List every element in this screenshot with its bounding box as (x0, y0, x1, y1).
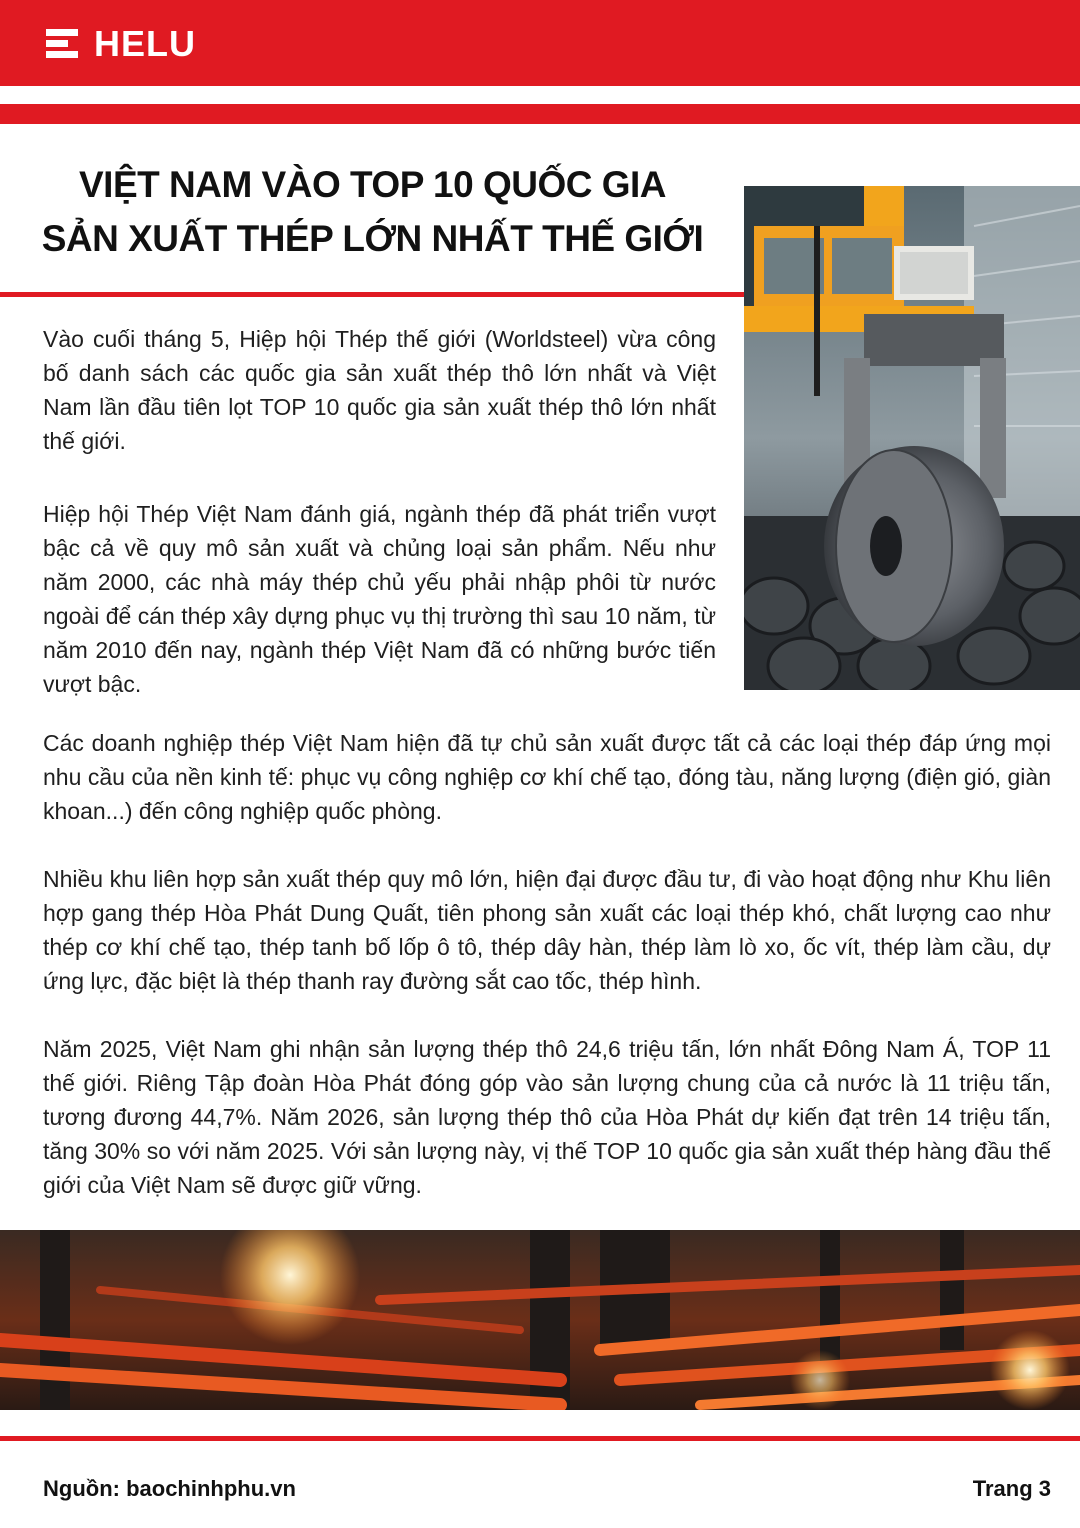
footer-divider (0, 1436, 1080, 1441)
paragraph-5: Năm 2025, Việt Nam ghi nhận sản lượng thép thô 24,6 triệu tấn, lớn nhất Đông Nam Á, TOP 11 thế giới. Riêng Tập đoàn Hòa Phát đóng góp vào sản lượng chung của cả nước là 11 triệu tấn, tương đương 44,7%. Năm 2026, sản lượng thép thô của Hòa Phát dự kiến đạt trên 14 triệu tấn, tăng 30% so với năm 2025. Với sản lượng này, vị thế TOP 10 quốc gia sản xuất thép hàng đầu thế giới của Việt Nam sẽ được giữ vững. (43, 1036, 1051, 1198)
article-title-line-1: VIỆT NAM VÀO TOP 10 QUỐC GIA (78, 164, 666, 205)
paragraph-1: Vào cuối tháng 5, Hiệp hội Thép thế giới (Worldsteel) vừa công bố danh sách các quốc gia sản xuất thép thô lớn nhất và Việt Nam lần đầu tiên lọt TOP 10 quốc gia sản xuất thép thô lớn nhất thế giới. (43, 326, 716, 454)
source-credit: Nguồn: baochinhphu.vn (43, 1476, 296, 1501)
title-divider (0, 292, 745, 297)
paragraph-3: Các doanh nghiệp thép Việt Nam hiện đã tự chủ sản xuất được tất cả các loại thép đáp ứng mọi nhu cầu của nền kinh tế: phục vụ công nghiệp cơ khí chế tạo, đóng tàu, năng lượng (điện gió, giàn khoan...) đến công nghiệp quốc phòng. (43, 730, 1051, 824)
brand-logo[interactable] (46, 23, 196, 64)
article-title (20, 158, 725, 266)
header-bar (0, 0, 1080, 86)
article-title-line-2: SẢN XUẤT THÉP LỚN NHẤT THẾ GIỚI (41, 218, 704, 259)
paragraph-2: Hiệp hội Thép Việt Nam đánh giá, ngành thép đã phát triển vượt bậc cả về quy mô sản xuất và chủng loại sản phẩm. Nếu như năm 2000, các nhà máy thép chủ yếu phải nhập phôi từ nước ngoài để cán thép xây dựng phục vụ thị trường thì sau 10 năm, từ năm 2010 đến nay, ngành thép Việt Nam đã có những bước tiến vượt bậc. (43, 501, 716, 697)
header-stripe (0, 104, 1080, 124)
paragraph-4: Nhiều khu liên hợp sản xuất thép quy mô lớn, hiện đại được đầu tư, đi vào hoạt động như Khu liên hợp gang thép Hòa Phát Dung Quất, tiên phong sản xuất các loại thép khó, chất lượng cao như thép cơ khí chế tạo, thép tanh bố lốp ô tô, thép dây hàn, thép làm lò xo, ốc vít, thép làm cầu, dự ứng lực, đặc biệt là thép thanh ray đường sắt cao tốc, thép hình. (43, 866, 1051, 994)
steel-coil-crane-photo (744, 186, 1080, 690)
page-number: Trang 3 (972, 1476, 1051, 1501)
brand-name: HELU (94, 23, 196, 64)
helu-logo-icon (46, 29, 78, 59)
steel-mill-photo (0, 1230, 1080, 1410)
